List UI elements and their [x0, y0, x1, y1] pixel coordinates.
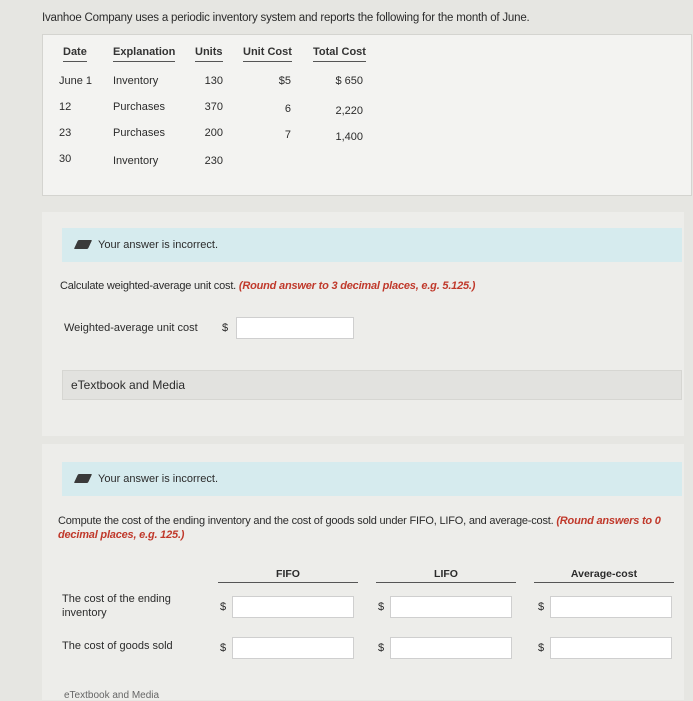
- question-main: Compute the cost of the ending inventory and the cost of goods sold under FIFO, LIFO, and average-cost.: [58, 515, 554, 527]
- dollar-sign: $: [378, 642, 385, 654]
- header-units: Units: [195, 46, 223, 62]
- row-units: 370: [204, 101, 223, 113]
- header-explanation: Explanation: [113, 46, 175, 62]
- etextbook-link-partial[interactable]: eTextbook and Media: [64, 690, 160, 701]
- row-explanation: Inventory: [113, 155, 159, 167]
- etextbook-link[interactable]: eTextbook and Media: [62, 370, 682, 400]
- dollar-sign: $: [220, 642, 227, 654]
- row-date: 30: [59, 153, 72, 165]
- dollar-sign: $: [538, 642, 545, 654]
- ending-inventory-fifo-input[interactable]: [232, 596, 354, 618]
- rounding-hint: (Round answer to 3 decimal places, e.g. 5.125.): [238, 280, 476, 292]
- inventory-data-table: [42, 34, 692, 196]
- row-explanation: Inventory: [113, 75, 159, 87]
- dollar-sign: $: [220, 601, 227, 613]
- header-date: Date: [63, 46, 87, 62]
- row-total-cost: $ 650: [335, 75, 363, 87]
- row-units: 230: [204, 155, 223, 167]
- row-unit-cost: $5: [278, 75, 291, 87]
- pencil-icon: [74, 474, 92, 483]
- part-cost-methods: [42, 444, 684, 700]
- part-weighted-average: [42, 212, 684, 436]
- row-total-cost: 2,220: [335, 105, 363, 117]
- question-main: Calculate weighted-average unit cost.: [60, 280, 237, 292]
- row-unit-cost: 6: [284, 103, 291, 115]
- ending-inventory-lifo-input[interactable]: [390, 596, 512, 618]
- row-unit-cost: 7: [284, 129, 291, 141]
- cogs-fifo-input[interactable]: [232, 637, 354, 659]
- cogs-average-input[interactable]: [550, 637, 672, 659]
- dollar-sign: $: [538, 601, 545, 613]
- column-lifo: LIFO: [376, 568, 516, 583]
- question-text: [58, 514, 678, 542]
- row-date: June 1: [59, 75, 93, 87]
- ending-inventory-label: The cost of the ending inventory: [62, 593, 171, 619]
- question-text: [60, 280, 475, 292]
- dollar-sign: $: [378, 601, 385, 613]
- row-explanation: Purchases: [113, 127, 165, 139]
- ending-inventory-average-input[interactable]: [550, 596, 672, 618]
- weighted-average-label: Weighted-average unit cost: [64, 322, 198, 334]
- incorrect-banner: [62, 462, 682, 496]
- row-date: 23: [59, 127, 72, 139]
- weighted-average-input[interactable]: [236, 317, 354, 339]
- incorrect-message: Your answer is incorrect.: [98, 473, 219, 485]
- row-units: 130: [204, 75, 223, 87]
- row-total-cost: 1,400: [335, 131, 363, 143]
- problem-intro: Ivanhoe Company uses a periodic inventory system and reports the following for the month of June.: [42, 12, 530, 24]
- column-average-cost: Average-cost: [534, 568, 674, 583]
- cogs-label: The cost of goods sold: [62, 640, 173, 652]
- row-explanation: Purchases: [113, 101, 165, 113]
- incorrect-banner: [62, 228, 682, 262]
- dollar-sign: $: [222, 322, 229, 334]
- pencil-icon: [74, 240, 92, 249]
- column-fifo: FIFO: [218, 568, 358, 583]
- header-unit-cost: Unit Cost: [243, 46, 292, 62]
- header-total-cost: Total Cost: [313, 46, 366, 62]
- row-units: 200: [204, 127, 223, 139]
- incorrect-message: Your answer is incorrect.: [98, 239, 219, 251]
- rounding-hint: (Round answers to 0 decimal places, e.g. 125.): [58, 515, 661, 541]
- row-date: 12: [59, 101, 72, 113]
- cogs-lifo-input[interactable]: [390, 637, 512, 659]
